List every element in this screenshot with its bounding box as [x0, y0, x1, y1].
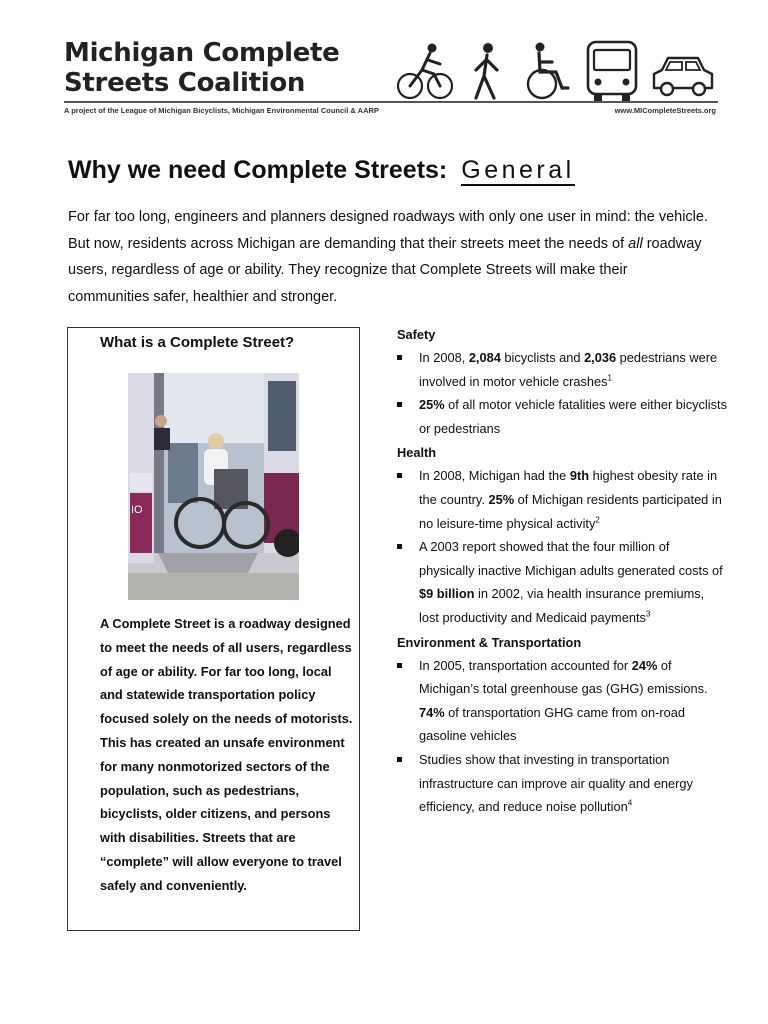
safety-list: [397, 346, 727, 440]
bullet-icon: [397, 544, 402, 549]
car-icon: [650, 40, 716, 102]
list-item: A 2003 report showed that the four million of physically inactive Michigan adults generated costs of $9 billion in 2002, via health insurance premiums, lost productivity and Medicaid payments$^3$: [397, 535, 727, 629]
bullet-icon: [397, 473, 402, 478]
list-item: Studies show that investing in transportation infrastructure can improve air quality and energy efficiency, and reduce noise pollution$^4$: [397, 748, 727, 819]
transport-icons: [396, 40, 718, 104]
health-list: [397, 464, 727, 629]
pedestrian-icon: [466, 40, 506, 102]
list-item: In 2005, transportation accounted for 24% of Michigan’s total greenhouse gas (GHG) emissions. 74% of transportation GHG came from on-road gasoline vehicles: [397, 654, 727, 748]
list-item: In 2008, Michigan had the 9th highest obesity rate in the country. 25% of Michigan residents participated in no leisure-time physical activity$^2$: [397, 464, 727, 535]
bus-wheelchair-photo: [128, 373, 299, 600]
header-divider: [64, 101, 718, 103]
facts-column: [397, 324, 727, 821]
org-name-line-1: Michigan Complete: [64, 38, 340, 68]
organization-name: [64, 38, 404, 98]
svg-text:IO: IO: [131, 504, 143, 516]
list-item: In 2008, 2,084 bicyclists and 2,036 pedestrians were involved in motor vehicle crashes$^1$: [397, 346, 727, 393]
intro-emphasis: all: [628, 235, 643, 252]
website-url[interactable]: www.MICompleteStreets.org: [614, 106, 716, 115]
bullet-icon: [397, 355, 402, 360]
footnote-marker: 2: [595, 515, 600, 525]
footnote-marker: 4: [627, 798, 633, 808]
page-title-topic: General: [461, 156, 575, 184]
page-title-main: Why we need Complete Streets:: [68, 156, 448, 184]
bullet-icon: [397, 663, 402, 668]
bus-icon: [584, 40, 640, 104]
header-subtitle: A project of the League of Michigan Bicyclists, Michigan Environmental Council & AARP: [64, 106, 379, 115]
bicyclist-icon: [396, 40, 456, 102]
intro-text-2: roadway users, regardless of age or ability. They recognize that Complete Streets will make their communities safer, healthier and stronger.: [68, 235, 702, 305]
list-item: 25% of all motor vehicle fatalities were either bicyclists or pedestrians: [397, 393, 727, 440]
definition-box-heading: What is a Complete Street?: [100, 334, 295, 351]
section-heading-safety: Safety: [397, 327, 436, 342]
section-heading-health: Health: [397, 445, 437, 461]
intro-paragraph: [68, 204, 708, 310]
intro-text-1: For far too long, engineers and planners designed roadways with only one user in mind: the vehicle. But now, residents across Michigan are demanding that their streets meet the needs of: [68, 209, 708, 252]
environment-list: [397, 654, 727, 819]
footnote-marker: 1: [607, 373, 612, 383]
page-title: [68, 156, 575, 185]
org-name-line-2: Streets Coalition: [64, 68, 306, 98]
bullet-icon: [397, 402, 402, 407]
bullet-icon: [397, 757, 402, 762]
definition-text: A Complete Street is a roadway designed to meet the needs of all users, regardless of age or ability. For far too long, local and statewide transportation policy focused solely on the needs of motorists. This has created an unsafe environment for many nonmotorized sectors of the population, such as pedestrians, bicyclists, older citizens, and persons with disabilities. Streets that are “complete” will allow everyone to travel safely and conveniently.: [100, 616, 353, 893]
footnote-marker: 3: [645, 609, 651, 619]
section-heading-environment: Environment & Transportation: [397, 634, 582, 650]
wheelchair-icon: [522, 40, 572, 102]
